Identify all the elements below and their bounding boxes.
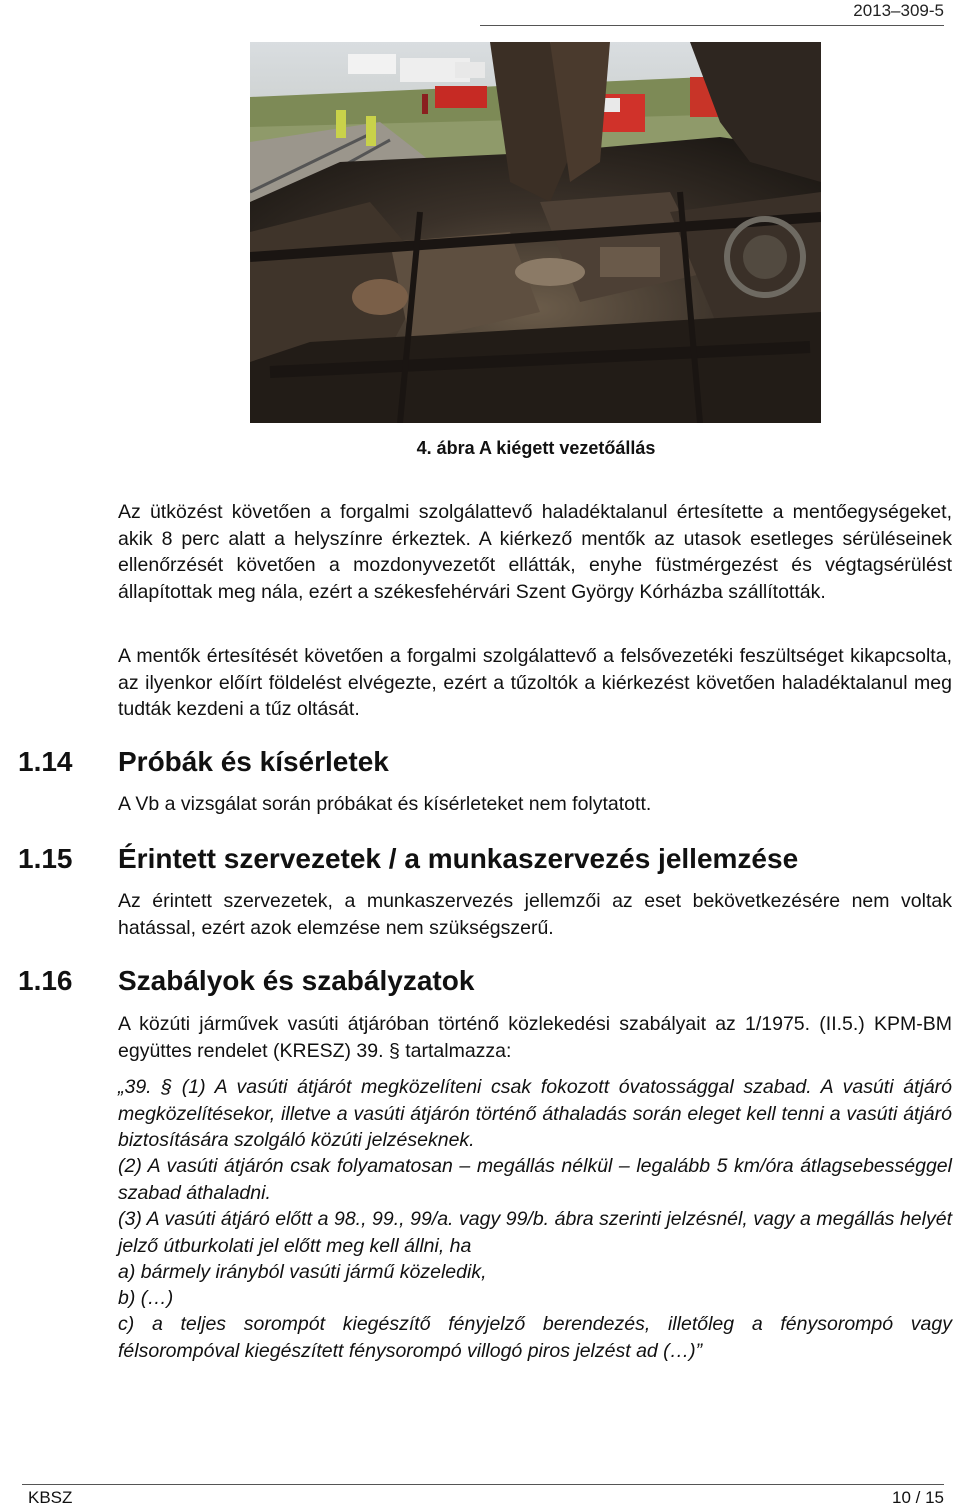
section-body-1-14: A Vb a vizsgálat során próbákat és kísérleteket nem folytatott. <box>118 793 652 815</box>
figure-caption: 4. ábra A kiégett vezetőállás <box>416 438 656 458</box>
section-number: 1.14 <box>18 746 73 777</box>
footer-divider <box>22 1484 944 1485</box>
quote-paragraph-2: (2) A vasúti átjárón csak folyamatosan – megállás nélkül – legalább 5 km/óra átlagsebességgel szabad áthaladni. <box>118 1155 952 1204</box>
page-number: 10 / 15 <box>892 1488 944 1507</box>
quote-paragraph-1: „39. § (1) A vasúti átjárót megközelíteni csak fokozott óvatossággal szabad. A vasúti átjáró megközelítésekor, illetve a vasúti átjárón történő áthaladás során eleget kell tenni a vasúti átjáró biztosítására szolgáló közúti jelzéseknek. <box>118 1076 952 1152</box>
paragraph-rescue: Az ütközést követően a forgalmi szolgálattevő haladéktalanul értesítette a mentőegységeket, akik 8 perc alatt a helyszínre érkeztek. A kiérkező mentők az utasok esetleges sérüléseinek ellenőrzését követően a mozdonyvezetőt ellátták, enyhe füstmérgezést és végtagsérülést állapítottak meg nála, ezért a székesfehérvári Szent György Kórházba szállították. <box>118 501 952 603</box>
section-heading-1-14 <box>18 745 948 779</box>
document-id: 2013–309-5 <box>853 1 944 20</box>
section-heading-1-16 <box>18 964 948 998</box>
section-heading-1-15 <box>18 842 948 876</box>
paragraph-fire-service: A mentők értesítését követően a forgalmi szolgálattevő a felsővezetéki feszültséget kikapcsolta, az ilyenkor előírt földelést elvégezte, ezért a tűzoltók a kiérkezést követően haladéktalanul meg tudták kezdeni a tűz oltását. <box>118 645 952 721</box>
quote-item-a: a) bármely irányból vasúti jármű közeledik, <box>118 1261 487 1283</box>
section-body-1-15: Az érintett szervezetek, a munkaszervezés jellemzői az eset bekövetkezésére nem voltak hatással, ezért azok elemzése nem szükségszerű. <box>118 890 952 939</box>
header-divider <box>480 25 944 26</box>
section-title: Érintett szervezetek / a munkaszervezés jellemzése <box>118 843 799 874</box>
footer-organization: KBSZ <box>28 1488 73 1507</box>
section-title: Szabályok és szabályzatok <box>118 965 475 996</box>
quote-paragraph-3: (3) A vasúti átjáró előtt a 98., 99., 99/a. vagy 99/b. ábra szerinti jelzésnél, vagy a megállás helyét jelző útburkolati jel előtt meg kell állni, ha <box>118 1208 952 1257</box>
quote-item-c: c) a teljes sorompót kiegészítő fényjelző berendezés, illetőleg a fénysorompó vagy félsorompóval kiegészített fénysorompó villogó piros jelzést ad (…)” <box>118 1313 952 1362</box>
photo-illustration <box>250 42 821 423</box>
section-title: Próbák és kísérletek <box>118 746 389 777</box>
section-number: 1.15 <box>18 843 73 874</box>
section-body-1-16: A közúti járművek vasúti átjáróban történő közlekedési szabályait az 1/1975. (II.5.) KPM-BM együttes rendelet (KRESZ) 39. § tartalmazza: <box>118 1013 952 1062</box>
burnt-train-cab-photo <box>250 42 821 423</box>
section-number: 1.16 <box>18 965 73 996</box>
quote-item-b: b) (…) <box>118 1287 174 1309</box>
